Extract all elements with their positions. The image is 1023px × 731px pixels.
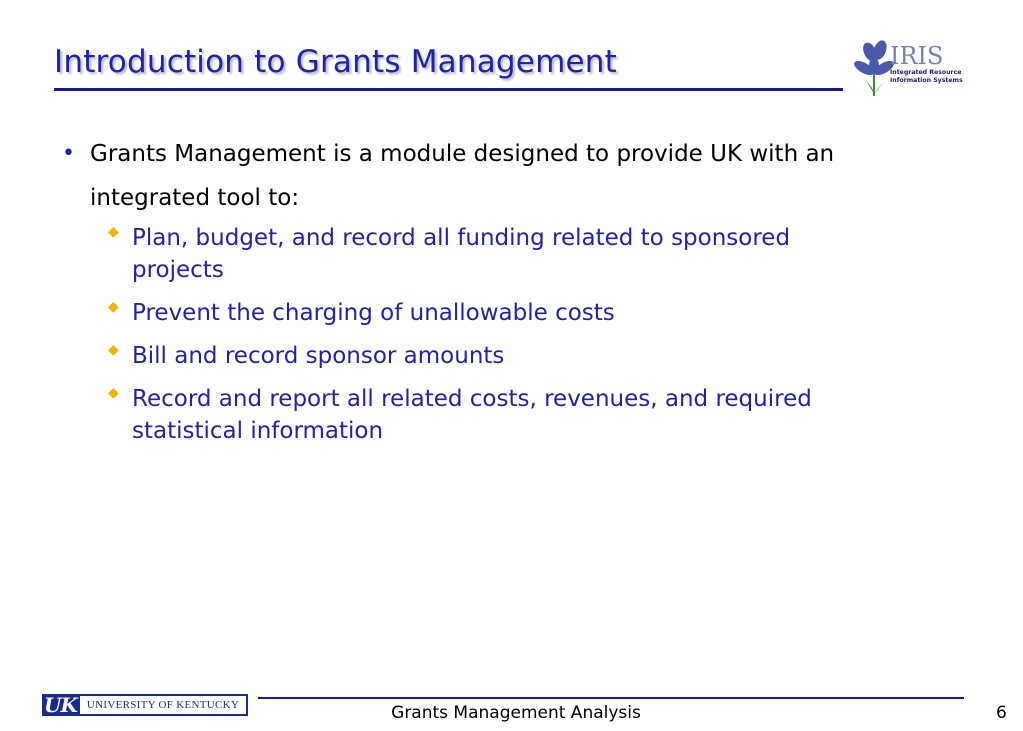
diamond-bullet-icon: ◆ — [108, 342, 119, 358]
sub-bullet-text: Plan, budget, and record all funding related to sponsored — [132, 225, 791, 251]
slide-content — [60, 132, 960, 458]
logo-wordmark: IRIS — [890, 42, 944, 70]
sub-bullet-text-cont: statistical information — [132, 418, 384, 444]
iris-flower-icon — [850, 38, 963, 100]
title-underline — [54, 88, 843, 91]
diamond-bullet-icon: ◆ — [108, 299, 119, 315]
bullet-dot-icon: • — [62, 141, 75, 166]
iris-logo — [850, 38, 963, 100]
page-number: 6 — [996, 703, 1007, 723]
sub-bullet — [60, 383, 932, 447]
logo-tagline-2: Information Systems — [890, 77, 963, 84]
footer-caption: Grants Management Analysis — [391, 703, 641, 723]
sub-bullet — [60, 297, 932, 329]
slide-title: Introduction to Grants Management — [54, 44, 617, 80]
university-name: UNIVERSITY OF KENTUCKY — [80, 696, 246, 714]
uk-logo-letters: UK — [44, 693, 77, 717]
diamond-bullet-icon: ◆ — [108, 385, 119, 401]
sub-bullet — [60, 222, 932, 286]
university-logo — [42, 694, 248, 716]
diamond-bullet-icon: ◆ — [108, 224, 119, 240]
sub-bullet-text: Record and report all related costs, revenues, and required — [132, 386, 812, 412]
sub-bullet-list — [60, 222, 960, 447]
logo-tagline-1: Integrated Resource — [890, 69, 962, 76]
footer-rule — [258, 697, 964, 699]
main-bullet-text: Grants Management is a module designed to provide UK with an integrated tool to: — [90, 141, 835, 211]
sub-bullet-text: Bill and record sponsor amounts — [132, 343, 505, 369]
sub-bullet — [60, 340, 932, 372]
main-bullet — [60, 132, 960, 220]
sub-bullet-text-cont: projects — [132, 257, 224, 283]
sub-bullet-text: Prevent the charging of unallowable costs — [132, 300, 615, 326]
